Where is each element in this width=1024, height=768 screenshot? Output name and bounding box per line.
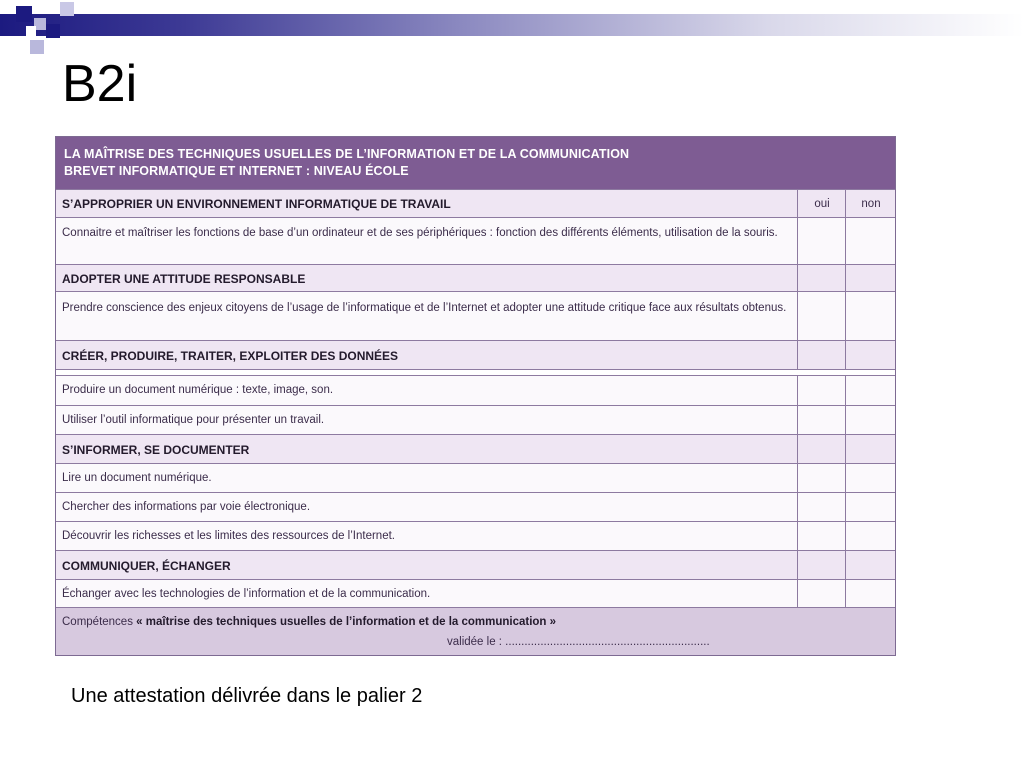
competence-text: Chercher des informations par voie électronique. xyxy=(62,501,311,513)
no-checkbox xyxy=(845,406,896,434)
no-checkbox xyxy=(845,376,896,405)
answer-cells xyxy=(797,265,895,291)
yes-checkbox xyxy=(797,580,846,607)
answer-cells xyxy=(797,218,895,264)
yes-checkbox xyxy=(797,218,846,264)
footer-emphasis: maîtrise des techniques usuelles de l’information et de la communication xyxy=(145,616,547,628)
section-row xyxy=(56,189,895,217)
answer-cells xyxy=(797,580,895,607)
section-row xyxy=(56,340,895,369)
slide-caption: Une attestation délivrée dans le palier 2 xyxy=(71,685,423,707)
footer-quote-close: » xyxy=(549,616,557,628)
competence-row xyxy=(56,375,895,405)
footer-prefix: Compétences xyxy=(62,616,133,628)
decorative-square xyxy=(30,40,44,54)
section-row xyxy=(56,434,895,463)
competence-row xyxy=(56,217,895,264)
competence-row xyxy=(56,579,895,607)
yes-checkbox xyxy=(797,435,846,463)
yes-checkbox xyxy=(797,464,846,492)
no-label: non xyxy=(861,198,881,210)
competence-text: Connaitre et maîtriser les fonctions de base d’un ordinateur et de ses périphériques : fonction des différents éléments, utilisation de la souris. xyxy=(62,227,778,239)
section-title: ADOPTER UNE ATTITUDE RESPONSABLE xyxy=(62,272,306,286)
section-title: CRÉER, PRODUIRE, TRAITER, EXPLOITER DES DONNÉES xyxy=(62,349,399,363)
competence-text: Découvrir les richesses et les limites des ressources de l’Internet. xyxy=(62,530,395,542)
answer-cells xyxy=(797,522,895,550)
decorative-square xyxy=(16,6,32,22)
decorative-square xyxy=(46,24,60,38)
section-title: S’INFORMER, SE DOCUMENTER xyxy=(62,443,250,457)
no-checkbox xyxy=(845,522,896,550)
b2i-form-image xyxy=(55,136,896,656)
form-header-line2: BREVET INFORMATIQUE ET INTERNET : NIVEAU ÉCOLE xyxy=(64,164,409,178)
form-header xyxy=(56,137,895,189)
footer-quote-open: « xyxy=(136,616,143,628)
yes-checkbox xyxy=(797,376,846,405)
form-header-line1: LA MAÎTRISE DES TECHNIQUES USUELLES DE L’INFORMATION ET DE LA COMMUNICATION xyxy=(64,147,630,161)
section-title: COMMUNIQUER, ÉCHANGER xyxy=(62,559,231,573)
yes-label: oui xyxy=(814,198,830,210)
competence-row xyxy=(56,463,895,492)
answer-cells xyxy=(797,190,895,217)
yes-checkbox xyxy=(797,406,846,434)
competence-row xyxy=(56,405,895,434)
decorative-banner xyxy=(0,14,1024,36)
competence-text: Utiliser l’outil informatique pour présenter un travail. xyxy=(62,414,325,426)
no-checkbox xyxy=(845,218,896,264)
form-footer xyxy=(56,607,895,656)
no-checkbox xyxy=(845,464,896,492)
competence-text: Produire un document numérique : texte, image, son. xyxy=(62,384,334,396)
no-column-header xyxy=(845,190,896,217)
footer-validated-line: validée le : ................................................................ xyxy=(447,636,710,648)
no-checkbox xyxy=(845,265,896,291)
section-title: S’APPROPRIER UN ENVIRONNEMENT INFORMATIQUE DE TRAVAIL xyxy=(62,197,451,211)
footer-competence-line xyxy=(62,616,556,628)
section-row xyxy=(56,264,895,291)
no-checkbox xyxy=(845,551,896,579)
competence-text: Lire un document numérique. xyxy=(62,472,212,484)
answer-cells xyxy=(797,435,895,463)
answer-cells xyxy=(797,551,895,579)
section-row xyxy=(56,550,895,579)
yes-checkbox xyxy=(797,522,846,550)
decorative-square xyxy=(60,2,74,16)
no-checkbox xyxy=(845,580,896,607)
competence-text: Échanger avec les technologies de l’information et de la communication. xyxy=(62,588,431,600)
no-checkbox xyxy=(845,341,896,369)
no-checkbox xyxy=(845,435,896,463)
competence-row xyxy=(56,291,895,340)
yes-checkbox xyxy=(797,265,846,291)
answer-cells xyxy=(797,493,895,521)
yes-checkbox xyxy=(797,341,846,369)
answer-cells xyxy=(797,376,895,405)
yes-column-header xyxy=(797,190,846,217)
yes-checkbox xyxy=(797,292,846,340)
answer-cells xyxy=(797,341,895,369)
competence-row xyxy=(56,492,895,521)
competence-row xyxy=(56,521,895,550)
no-checkbox xyxy=(845,493,896,521)
no-checkbox xyxy=(845,292,896,340)
yes-checkbox xyxy=(797,551,846,579)
answer-cells xyxy=(797,406,895,434)
answer-cells xyxy=(797,464,895,492)
answer-cells xyxy=(797,292,895,340)
decorative-square xyxy=(26,26,36,36)
slide-title: B2i xyxy=(62,55,138,113)
competence-text: Prendre conscience des enjeux citoyens de l’usage de l’informatique et de l’Internet et adopter une attitude critique face aux résultats obtenus. xyxy=(62,302,787,314)
yes-checkbox xyxy=(797,493,846,521)
